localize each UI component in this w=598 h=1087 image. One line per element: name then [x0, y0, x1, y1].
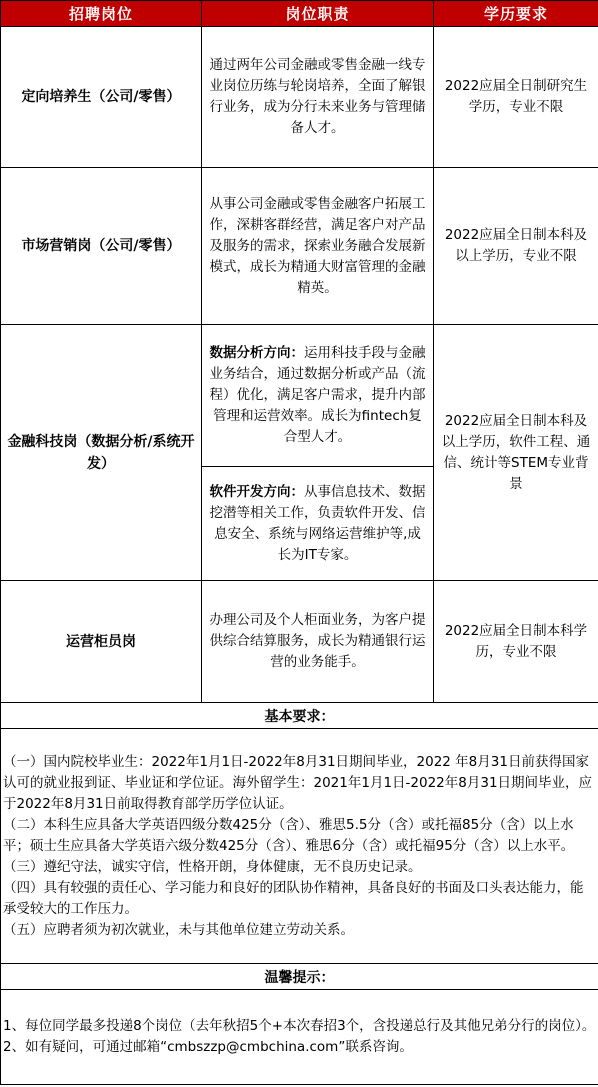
duty-direction-text: 运用科技手段与金融业务结合，通过数据分析或产品（流程）优化，满足客户需求，提升内部管理和运营效率。成长为fintech复合型人才。 — [209, 345, 426, 445]
requirement-item: （三）遵纪守法，诚实守信，性格开朗，身体健康，无不良历史记录。 — [3, 858, 422, 875]
education-cell: 2022应届全日制本科及以上学历，专业不限 — [434, 168, 598, 325]
duty-cell: 从事公司金融或零售金融客户拓展工作，深耕客群经营，满足客户对产品及服务的需求，探索业务融合发展新模式，成长为精通大财富管理的金融精英。 — [202, 168, 434, 325]
basic-requirements-title: 基本要求： — [1, 703, 598, 729]
duty-cell: 通过两年公司金融或零售金融一线专业岗位历练与轮岗培养，全面了解银行业务，成为分行未来业务与管理储备人才。 — [202, 27, 434, 168]
table-row — [1, 168, 598, 325]
table-row — [1, 325, 598, 467]
header-duty: 岗位职责 — [202, 1, 434, 27]
tip-item: 2、如有疑问，可通过邮箱“cmbszzp@cmbchina.com”联系咨询。 — [3, 1039, 413, 1055]
duty-cell-data-analysis — [202, 325, 434, 467]
requirement-item: （四）具有较强的责任心、学习能力和良好的团队协作精神，具备良好的书面及口头表达能力，能承受较大的工作压力。 — [3, 879, 584, 917]
tips-body — [1, 990, 598, 1085]
tip-item: 1、每位同学最多投递8个岗位（去年秋招5个+本次春招3个，含投递总行及其他兄弟分行的岗位）。 — [3, 1018, 596, 1034]
duty-direction-text: 从事信息技术、数据挖潜等相关工作，负责软件开发、信息安全、系统与网络运营维护等,成长为IT专家。 — [209, 483, 426, 563]
table-row — [1, 27, 598, 168]
requirement-item: （一）国内院校毕业生：2022年1月1日-2022年8月31日期间毕业，2022 年8月31日前获得国家认可的就业报到证、毕业证和学位证。海外留学生：2021年1月1日-2022年8月31日期间毕业，应于2022年8月31日前取得教育部学历学位认证。 — [3, 753, 593, 812]
duty-direction-title: 数据分析方向： — [209, 345, 304, 361]
position-cell: 定向培养生（公司/零售） — [1, 27, 202, 168]
table-row — [1, 581, 598, 703]
basic-requirements-body — [1, 729, 598, 964]
tips-row — [1, 990, 598, 1085]
tips-title: 温馨提示： — [1, 964, 598, 990]
duty-cell-software-dev — [202, 467, 434, 581]
header-row — [1, 1, 598, 27]
header-position: 招聘岗位 — [1, 1, 202, 27]
tips-title-row — [1, 964, 598, 990]
position-cell: 金融科技岗（数据分析/系统开发） — [1, 325, 202, 581]
header-education: 学历要求 — [434, 1, 598, 27]
position-cell: 运营柜员岗 — [1, 581, 202, 703]
education-cell: 2022应届全日制本科及以上学历，软件工程、通信、统计等STEM专业背景 — [434, 325, 598, 581]
requirement-item: （二）本科生应具备大学英语四级分数425分（含）、雅思5.5分（含）或托福85分（含）以上水平；硕士生应具备大学英语六级分数425分（含）、雅思6分（含）或托福95分（含）以上水平。 — [3, 816, 575, 854]
basic-requirements-row — [1, 729, 598, 964]
duty-cell: 办理公司及个人柜面业务，为客户提供综合结算服务，成长为精通银行运营的业务能手。 — [202, 581, 434, 703]
basic-requirements-title-row — [1, 703, 598, 729]
requirement-item: （五）应聘者须为初次就业，未与其他单位建立劳动关系。 — [3, 921, 354, 938]
education-cell: 2022应届全日制本科学历，专业不限 — [434, 581, 598, 703]
position-cell: 市场营销岗（公司/零售） — [1, 168, 202, 325]
duty-direction-title: 软件开发方向： — [209, 483, 304, 500]
education-cell: 2022应届全日制研究生学历，专业不限 — [434, 27, 598, 168]
